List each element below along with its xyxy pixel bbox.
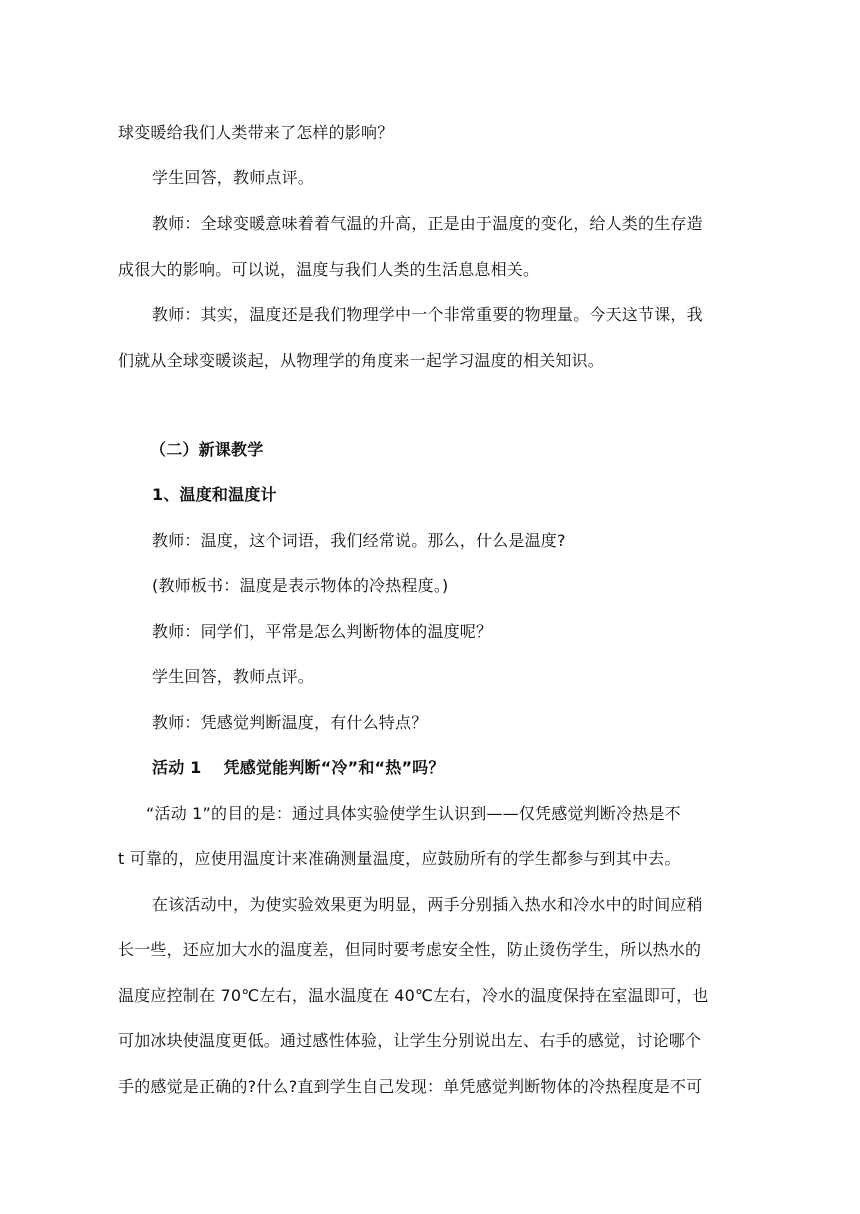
paragraph-line: “活动 1”的目的是：通过具体实验使学生认识到——仅凭感觉判断冷热是不 — [146, 804, 681, 823]
paragraph-line: t 可靠的，应使用温度计来准确测量温度，应鼓励所有的学生都参与到其中去。 — [118, 849, 681, 868]
paragraph-line: 教师：全球变暖意味着着气温的升高，正是由于温度的变化，给人类的生存造 — [152, 214, 703, 233]
paragraph-line: 球变暖给我们人类带来了怎样的影响？ — [118, 123, 394, 142]
paragraph-line: 手的感觉是正确的?什么?直到学生自己发现：单凭感觉判断物体的冷热程度是不可 — [118, 1077, 703, 1096]
activity-heading — [152, 757, 748, 779]
paragraph-line: 学生回答，教师点评。 — [152, 667, 315, 686]
paragraph-line: 可加冰块使温度更低。通过感性体验，让学生分别说出左、右手的感觉，讨论哪个 — [118, 1031, 702, 1050]
paragraph-line: 教师：温度，这个词语，我们经常说。那么，什么是温度? — [152, 531, 566, 550]
paragraph-line: 们就从全球变暖谈起，从物理学的角度来一起学习温度的相关知识。 — [118, 351, 605, 370]
paragraph-line: 教师：其实，温度还是我们物理学中一个非常重要的物理量。今天这节课，我 — [152, 305, 703, 324]
subsection-heading: 1、温度和温度计 — [152, 485, 277, 504]
paragraph-line: 教师：凭感觉判断温度，有什么特点？ — [152, 713, 428, 732]
activity-title: 凭感觉能判断“冷”和“热”吗？ — [223, 758, 445, 777]
paragraph-line: 学生回答，教师点评。 — [152, 168, 315, 187]
paragraph-line: 教师：同学们，平常是怎么判断物体的温度呢？ — [152, 622, 493, 641]
paragraph-line: (教师板书：温度是表示物体的冷热程度。) — [152, 576, 449, 595]
activity-label: 活动 1 — [152, 758, 202, 777]
paragraph-line: 在该活动中，为使实验效果更为明显，两手分别插入热水和冷水中的时间应稍 — [152, 895, 703, 914]
paragraph-line: 温度应控制在 70℃左右，温水温度在 40℃左右，冷水的温度保持在室温即可，也 — [118, 986, 709, 1005]
paragraph-line: 成很大的影响。可以说，温度与我们人类的生活息息相关。 — [118, 260, 540, 279]
section-heading: （二）新课教学 — [150, 440, 264, 459]
paragraph-line: 长一些，还应加大水的温度差，但同时要考虑安全性，防止烫伤学生，所以热水的 — [118, 940, 702, 959]
